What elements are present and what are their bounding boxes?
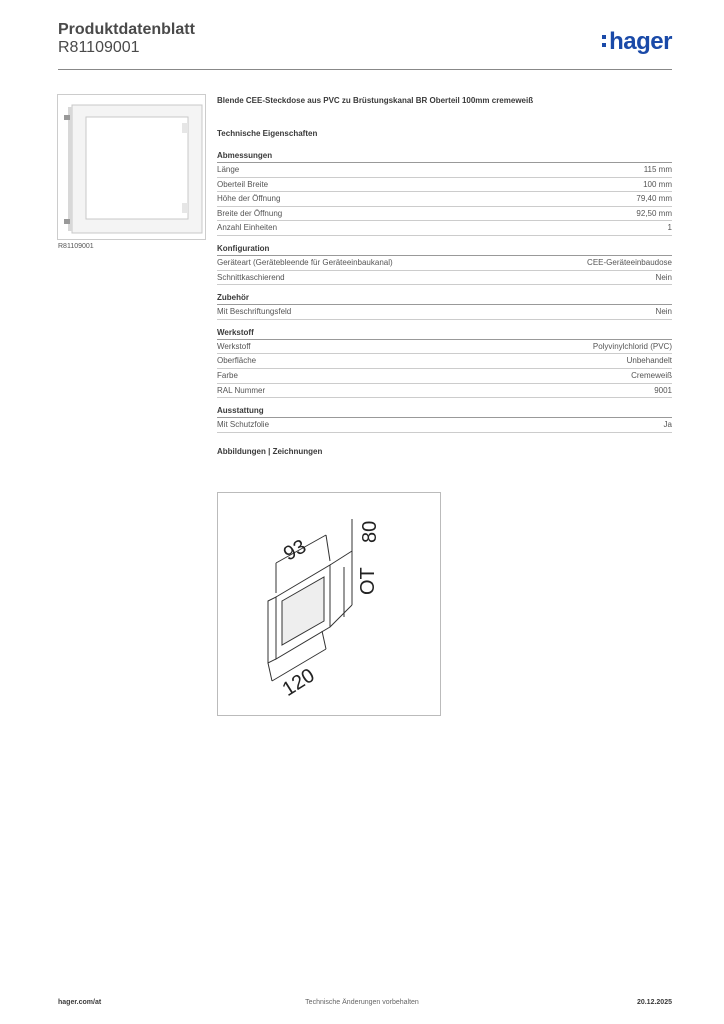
spec-row <box>217 178 672 193</box>
dim-label-93: 93 <box>280 535 310 566</box>
spec-row <box>217 192 672 207</box>
spec-row <box>217 369 672 384</box>
spec-label: Oberfläche <box>217 356 257 366</box>
spec-value: 79,40 mm <box>636 194 672 204</box>
notch-top <box>182 123 188 133</box>
clip-top <box>64 115 70 120</box>
spec-sections <box>217 151 672 433</box>
section-title: Zubehör <box>217 293 672 305</box>
spec-row <box>217 384 672 399</box>
footer-date: 20.12.2025 <box>636 999 672 1006</box>
spec-row <box>217 305 672 320</box>
spec-label: Breite der Öffnung <box>217 208 283 218</box>
section-title: Konfiguration <box>217 244 672 256</box>
dimension-drawing <box>218 493 440 715</box>
dim-ext-120a <box>268 663 272 681</box>
technical-heading: Technische Eigenschaften <box>217 129 318 138</box>
spec-row <box>217 271 672 286</box>
plate-side-rail <box>68 107 72 231</box>
spec-label: RAL Nummer <box>217 385 266 395</box>
dim-ext-80a <box>330 551 352 565</box>
spec-section <box>217 328 672 398</box>
logo-text: hager <box>609 28 672 55</box>
footer-disclaimer: Technische Änderungen vorbehalten <box>305 999 419 1006</box>
plate-inner-opening <box>86 117 188 219</box>
spec-row <box>217 256 672 271</box>
spec-row <box>217 221 672 236</box>
spec-label: Mit Beschriftungsfeld <box>217 307 292 317</box>
spec-label: Werkstoff <box>217 341 251 351</box>
spec-label: Oberteil Breite <box>217 179 269 189</box>
spec-section <box>217 406 672 433</box>
spec-label: Anzahl Einheiten <box>217 223 278 233</box>
dim-label-ot: OT <box>357 567 379 595</box>
spec-row <box>217 354 672 369</box>
dim-ext-93b <box>326 535 330 561</box>
spec-value: 1 <box>667 223 672 233</box>
spec-value: CEE-Geräteeinbaudose <box>587 257 672 267</box>
brand-logo <box>609 28 672 56</box>
cover-plate-image <box>58 95 205 239</box>
page-title: Produktdatenblatt <box>58 21 195 38</box>
spec-value: Ja <box>663 420 672 430</box>
spec-value: Nein <box>655 272 672 282</box>
spec-label: Mit Schutzfolie <box>217 420 270 430</box>
product-description: Blende CEE-Steckdose aus PVC zu Brüstungskanal BR Oberteil 100mm cremeweiß <box>217 96 534 105</box>
spec-section <box>217 151 672 236</box>
content <box>217 96 672 456</box>
technical-drawing <box>217 492 441 716</box>
spec-value: Cremeweiß <box>631 370 672 380</box>
figures-heading: Abbildungen | Zeichnungen <box>217 446 323 456</box>
dim-ext-80b <box>330 605 352 627</box>
spec-label: Schnittkaschierend <box>217 272 285 282</box>
spec-value: Unbehandelt <box>626 356 672 366</box>
spec-row <box>217 163 672 178</box>
spec-value: Polyvinylchlorid (PVC) <box>592 341 672 351</box>
spec-row <box>217 340 672 355</box>
spec-value: 92,50 mm <box>636 208 672 218</box>
notch-bottom <box>182 203 188 213</box>
frame-side <box>268 597 276 663</box>
spec-row <box>217 207 672 222</box>
section-title: Ausstattung <box>217 406 672 418</box>
spec-section <box>217 293 672 320</box>
spec-value: 9001 <box>654 385 672 395</box>
section-title: Abmessungen <box>217 151 672 163</box>
product-code: R81109001 <box>58 39 140 56</box>
section-title: Werkstoff <box>217 328 672 340</box>
spec-value: 100 mm <box>643 179 672 189</box>
spec-label: Farbe <box>217 370 238 380</box>
logo-dots-icon <box>602 35 606 51</box>
product-image <box>57 94 206 240</box>
dim-label-80: 80 <box>359 520 381 543</box>
dim-label-120: 120 <box>278 664 319 701</box>
spec-value: 115 mm <box>643 165 672 174</box>
spec-label: Länge <box>217 165 240 174</box>
spec-section <box>217 244 672 285</box>
spec-row <box>217 418 672 433</box>
clip-bottom <box>64 219 70 224</box>
image-caption: R81109001 <box>58 243 94 250</box>
spec-label: Geräteart (Gerätebleende für Geräteeinbaukanal) <box>217 257 393 267</box>
footer-website[interactable]: hager.com/at <box>58 999 102 1006</box>
spec-label: Höhe der Öffnung <box>217 194 281 204</box>
dim-ext-120b <box>322 631 326 649</box>
header-divider <box>58 69 672 70</box>
spec-value: Nein <box>655 307 672 317</box>
